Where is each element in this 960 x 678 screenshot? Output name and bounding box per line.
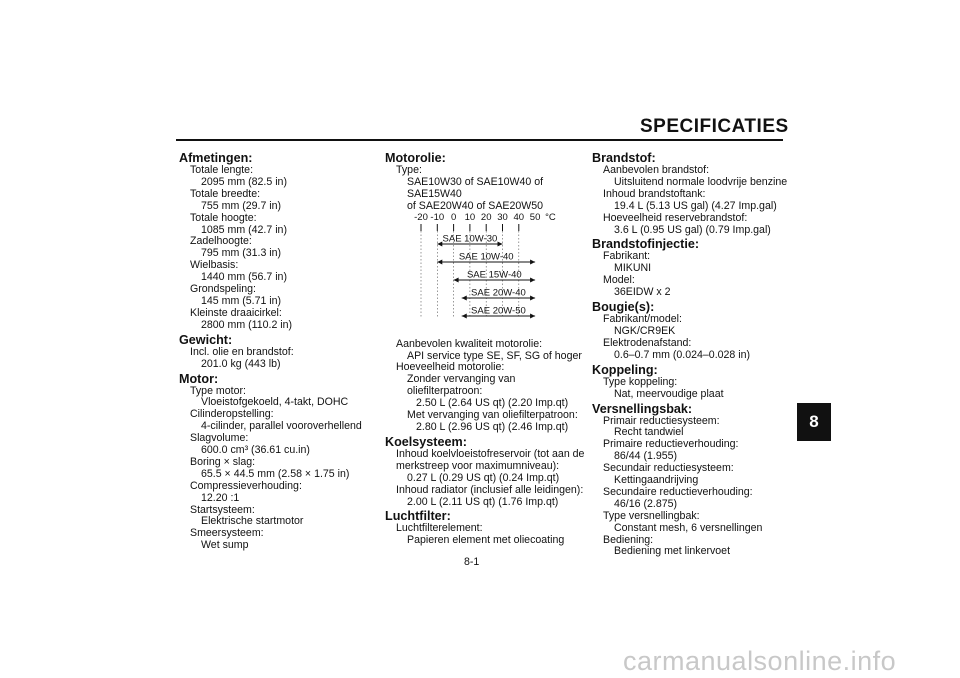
spec-value: 4-cilinder, parallel vooroverhellend <box>201 420 362 433</box>
spec-label: Inhoud brandstoftank: <box>603 187 706 200</box>
section-heading-motorolie: Motorolie: <box>385 151 446 165</box>
spec-value: 2.50 L (2.64 US qt) (2.20 Imp.qt) <box>416 397 569 410</box>
column-right <box>592 150 792 558</box>
spec-value: 0.6–0.7 mm (0.024–0.028 in) <box>614 348 751 361</box>
spec-label: Primaire reductieverhouding: <box>603 438 739 451</box>
spec-value: 1440 mm (56.7 in) <box>201 271 287 284</box>
spec-label: Luchtfilterelement: <box>396 522 483 535</box>
spec-value: 12.20 :1 <box>201 491 240 504</box>
title-rule <box>176 139 783 141</box>
spec-value: 0.27 L (0.29 US qt) (0.24 Imp.qt) <box>407 471 560 484</box>
oil-viscosity-chart <box>408 210 568 322</box>
spec-label: Model: <box>603 274 635 287</box>
chart-range-label: SAE 10W-40 <box>458 251 514 263</box>
section-heading-brandstofinjectie: Brandstofinjectie: <box>592 237 700 252</box>
chart-range-label: SAE 20W-50 <box>471 305 526 317</box>
spec-label: Totale hoogte: <box>190 211 257 224</box>
spec-label: Cilinderopstelling: <box>190 408 274 421</box>
chart-range-label: SAE 15W-40 <box>466 269 522 281</box>
watermark: carmanualsonline.info <box>623 646 897 676</box>
spec-value: Constant mesh, 6 versnellingen <box>614 521 763 534</box>
spec-label: Aanbevolen kwaliteit motorolie: <box>396 337 543 350</box>
chart-arrow-right <box>530 278 535 283</box>
spec-value: 795 mm (31.3 in) <box>201 247 282 260</box>
spec-label: Fabrikant: <box>603 250 651 263</box>
chart-arrow-right <box>498 242 503 247</box>
spec-label: Wielbasis: <box>190 259 239 272</box>
spec-value: 1085 mm (42.7 in) <box>201 223 287 236</box>
section-heading-afmetingen: Afmetingen: <box>179 151 253 165</box>
spec-value: of SAE20W40 of SAE20W50 <box>407 199 544 212</box>
spec-label: Inhoud koelvloeistofreservoir (tot aan de <box>396 447 585 460</box>
spec-label: Zonder vervanging van oliefilterpatroon: <box>407 373 516 398</box>
spec-label: Bediening: <box>603 533 654 546</box>
spec-value: 2800 mm (110.2 in) <box>201 318 293 331</box>
spec-value: SAE10W30 of SAE10W40 of SAE15W40 <box>407 175 544 200</box>
spec-value: 145 mm (5.71 in) <box>201 294 282 307</box>
section-heading-gewicht: Gewicht: <box>179 332 233 347</box>
spec-label: Type koppeling: <box>603 375 678 388</box>
chart-unit-label: °C <box>545 212 556 223</box>
spec-value: 2.80 L (2.96 US qt) (2.46 Imp.qt) <box>416 420 569 433</box>
spec-value: Papieren element met oliecoating <box>407 534 565 547</box>
section-heading-versnellingsbak: Versnellingsbak: <box>592 401 693 416</box>
spec-label: Startsysteem: <box>190 503 255 516</box>
spec-value: Recht tandwiel <box>614 426 684 439</box>
spec-value: Kettingaandrijving <box>614 474 699 487</box>
spec-value: NGK/CR9EK <box>614 324 676 337</box>
spec-label: Slagvolume: <box>190 432 249 445</box>
chart-range-label: SAE 20W-40 <box>471 287 526 299</box>
spec-label: Boring × slag: <box>190 455 256 468</box>
chart-tick-label: 40 <box>513 212 525 223</box>
chart-arrow-left <box>462 296 467 301</box>
chart-tick-label: 50 <box>529 212 541 223</box>
spec-value: Bediening met linkervoet <box>614 545 731 558</box>
spec-label: Secundair reductiesysteem: <box>603 462 734 475</box>
page-title: SPECIFICATIES <box>640 116 789 137</box>
spec-label: Type: <box>396 164 422 176</box>
spec-value: Uitsluitend normale loodvrije benzine <box>614 175 788 188</box>
spec-value: 19.4 L (5.13 US gal) (4.27 Imp.gal) <box>614 199 777 212</box>
spec-label: Aanbevolen brandstof: <box>603 164 710 176</box>
spec-label: Type versnellingbak: <box>603 509 700 522</box>
spec-value: 46/16 (2.875) <box>614 497 678 510</box>
spec-value: Nat, meervoudige plaat <box>614 387 724 400</box>
spec-value: 755 mm (29.7 in) <box>201 199 282 212</box>
spec-value: API service type SE, SF, SG of hoger <box>407 349 582 362</box>
chart-arrow-right <box>530 260 535 265</box>
chart-arrow-left <box>437 260 442 265</box>
spec-value: 2095 mm (82.5 in) <box>201 175 287 188</box>
chart-tick-label: -10 <box>430 212 445 223</box>
chart-arrow-right <box>530 314 535 319</box>
spec-label: Incl. olie en brandstof: <box>190 345 294 358</box>
spec-label: Hoeveelheid motorolie: <box>396 361 505 374</box>
spec-label: Elektrodenafstand: <box>603 336 692 349</box>
section-heading-brandstof: Brandstof: <box>592 151 656 165</box>
spec-value: 3.6 L (0.95 US gal) (0.79 Imp.gal) <box>614 223 771 236</box>
spec-label: Primair reductiesysteem: <box>603 414 720 427</box>
spec-label: Hoeveelheid reservebrandstof: <box>603 211 748 224</box>
chart-tick-label: 10 <box>464 212 476 223</box>
spec-value: Vloeistofgekoeld, 4-takt, DOHC <box>201 396 349 409</box>
chart-arrow-left <box>462 314 467 319</box>
spec-value: 65.5 × 44.5 mm (2.58 × 1.75 in) <box>201 467 350 480</box>
spec-label: Met vervanging van oliefilterpatroon: <box>407 409 578 422</box>
spec-value: Elektrische startmotor <box>201 515 304 528</box>
section-heading-koelsysteem: Koelsysteem: <box>385 434 467 449</box>
chart-tick-label: 0 <box>450 212 457 223</box>
chart-arrow-left <box>454 278 459 283</box>
chart-tick-label: 30 <box>497 212 508 223</box>
spec-label: Fabrikant/model: <box>603 313 682 326</box>
spec-value: 2.00 L (2.11 US qt) (1.76 Imp.qt) <box>407 495 559 508</box>
spec-label: Zadelhoogte: <box>190 235 252 248</box>
spec-label: Secundaire reductieverhouding: <box>603 485 753 498</box>
column-left <box>179 150 369 552</box>
spec-value: 86/44 (1.955) <box>614 450 678 463</box>
spec-value: 600.0 cm³ (36.61 cu.in) <box>201 444 310 457</box>
section-heading-luchtfilter: Luchtfilter: <box>385 509 451 524</box>
spec-label: Totale lengte: <box>190 164 254 176</box>
spec-value: MIKUNI <box>614 262 652 275</box>
spec-label: Smeersysteem: <box>190 527 264 540</box>
spec-value: Wet sump <box>201 539 249 552</box>
spec-label: Grondspeling: <box>190 283 256 296</box>
chapter-tab[interactable]: 8 <box>797 403 831 441</box>
section-heading-motor: Motor: <box>179 371 219 386</box>
section-heading-koppeling: Koppeling: <box>592 362 658 377</box>
spec-label: Totale breedte: <box>190 187 261 200</box>
spec-label: Kleinste draaicirkel: <box>190 306 282 319</box>
page-number: 8-1 <box>464 556 480 568</box>
chart-tick-label: -20 <box>414 212 428 223</box>
chart-tick-label: 20 <box>480 212 492 223</box>
spec-label: Type motor: <box>190 384 246 397</box>
section-heading-bougie: Bougie(s): <box>592 300 655 315</box>
spec-value: 201.0 kg (443 lb) <box>201 357 281 370</box>
spec-label: Compressieverhouding: <box>190 479 302 492</box>
spec-label: merkstreep voor maximumniveau): <box>396 459 560 472</box>
spec-value: 36EIDW x 2 <box>614 286 671 299</box>
chart-arrow-right <box>530 296 535 301</box>
spec-label: Inhoud radiator (inclusief alle leidingen): <box>396 483 584 496</box>
chart-range-label: SAE 10W-30 <box>442 233 498 245</box>
